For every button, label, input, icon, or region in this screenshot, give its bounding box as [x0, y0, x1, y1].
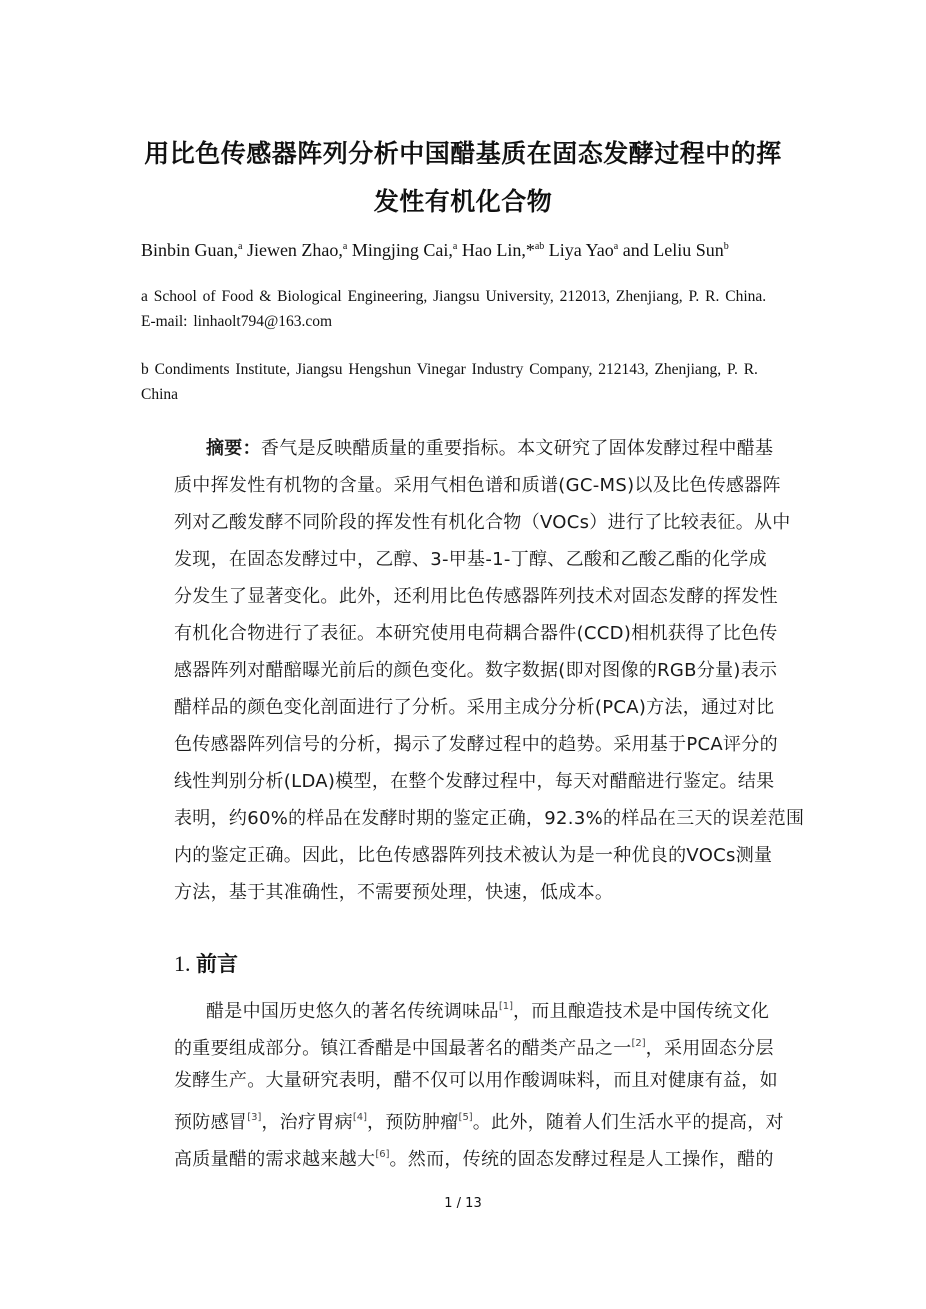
citation: [2]	[631, 1038, 646, 1049]
author-name: Liya Yao	[548, 240, 614, 260]
abstract-line: 内的鉴定正确。因此，比色传感器阵列技术被认为是一种优良的VOCs测量	[174, 845, 773, 866]
citation: [5]	[458, 1112, 473, 1123]
abstract-line: 色传感器阵列信号的分析，揭示了发酵过程中的趋势。采用基于PCA评分的	[174, 734, 778, 755]
citation: [4]	[352, 1112, 368, 1123]
intro-text: ，采用固态分层	[645, 1038, 774, 1059]
abstract	[174, 430, 805, 911]
author-affiliation-mark: b	[723, 241, 729, 252]
abstract-line: 有机化合物进行了表征。本研究使用电荷耦合器件(CCD)相机获得了比色传	[174, 623, 778, 644]
citation: [1]	[498, 1001, 513, 1012]
author-name: Mingjing Cai,	[351, 240, 453, 260]
intro-text: 。然而，传统的固态发酵过程是人工操作，醋的	[389, 1149, 774, 1170]
section-number: 1.	[174, 951, 191, 976]
intro-line	[174, 1099, 786, 1136]
intro-text: 预防感冒	[174, 1112, 248, 1133]
abstract-line: 表明，约60%的样品在发酵时期的鉴定正确，92.3%的样品在三天的误差范围	[174, 808, 805, 829]
intro-text: 高质量醋的需求越来越大	[174, 1149, 376, 1170]
intro-text: ，治疗胃病	[261, 1112, 353, 1133]
author-name: Hao Lin,*	[461, 240, 535, 260]
abstract-line: 分发生了显著变化。此外，还利用比色传感器阵列技术对固态发酵的挥发性	[174, 586, 778, 607]
intro-line	[174, 988, 786, 1025]
intro-line: 发酵生产。大量研究表明，醋不仅可以用作酸调味料，而且对健康有益，如	[174, 1070, 778, 1091]
affiliation-a: a School of Food & Biological Engineering, Jiangsu University, 212013, Zhenjiang, P. R. China. E-mail: linhaolt794@163.com	[141, 288, 767, 330]
citation: [6]	[375, 1149, 390, 1160]
author-name: Jiewen Zhao,	[246, 240, 343, 260]
abstract-label: 摘要：	[206, 438, 261, 459]
introduction-paragraph	[174, 988, 786, 1173]
author-list	[141, 234, 779, 263]
abstract-line: 发现，在固态发酵过中，乙醇、3-甲基-1-丁醇、乙酸和乙酸乙酯的化学成	[174, 549, 767, 570]
intro-text: 醋是中国历史悠久的著名传统调味品	[206, 1001, 499, 1022]
abstract-text: 香气是反映醋质量的重要指标。本文研究了固体发酵过程中醋基	[260, 438, 774, 459]
author-affiliation-mark: a	[342, 241, 348, 252]
intro-text: 的重要组成部分。镇江香醋是中国最著名的醋类产品之一	[174, 1038, 632, 1059]
affiliation-b: b Condiments Institute, Jiangsu Hengshun Vinegar Industry Company, 212143, Zhenjiang, P. R. China	[141, 361, 758, 403]
intro-text: 。此外，随着人们生活水平的提高，对	[472, 1112, 784, 1133]
section-title: 前言	[196, 952, 238, 976]
paper-title-line-2: 发性有机化合物	[373, 187, 553, 216]
author-affiliation-mark: a	[613, 241, 619, 252]
abstract-line: 醋样品的颜色变化剖面进行了分析。采用主成分分析(PCA)方法，通过对比	[174, 697, 775, 718]
intro-text: ，而且酿造技术是中国传统文化	[512, 1001, 770, 1022]
author-name: and Leliu Sun	[622, 240, 724, 260]
citation: [3]	[247, 1112, 262, 1123]
author-affiliation-mark: a	[452, 241, 458, 252]
section-heading	[174, 948, 238, 978]
abstract-line: 方法，基于其准确性，不需要预处理，快速，低成本。	[174, 882, 614, 903]
intro-line	[174, 1025, 786, 1062]
abstract-line	[174, 430, 786, 467]
abstract-line: 列对乙酸发酵不同阶段的挥发性有机化合物（VOCs）进行了比较表征。从中	[174, 512, 791, 533]
abstract-line: 线性判别分析(LDA)模型，在整个发酵过程中，每天对醋醅进行鉴定。结果	[174, 771, 775, 792]
author-name: Binbin Guan,	[141, 240, 238, 260]
paper-title-line-1: 用比色传感器阵列分析中国醋基质在固态发酵过程中的挥	[144, 139, 782, 168]
abstract-line: 感器阵列对醋醅曝光前后的颜色变化。数字数据(即对图像的RGB分量)表示	[174, 660, 778, 681]
author-affiliation-mark: ab	[534, 241, 545, 252]
intro-text: ，预防肿瘤	[367, 1112, 459, 1133]
abstract-line: 质中挥发性有机物的含量。采用气相色谱和质谱(GC-MS)以及比色传感器阵	[174, 475, 781, 496]
intro-line	[174, 1136, 786, 1173]
author-affiliation-mark: a	[238, 241, 243, 252]
page-number: 1 / 13	[444, 1196, 482, 1211]
